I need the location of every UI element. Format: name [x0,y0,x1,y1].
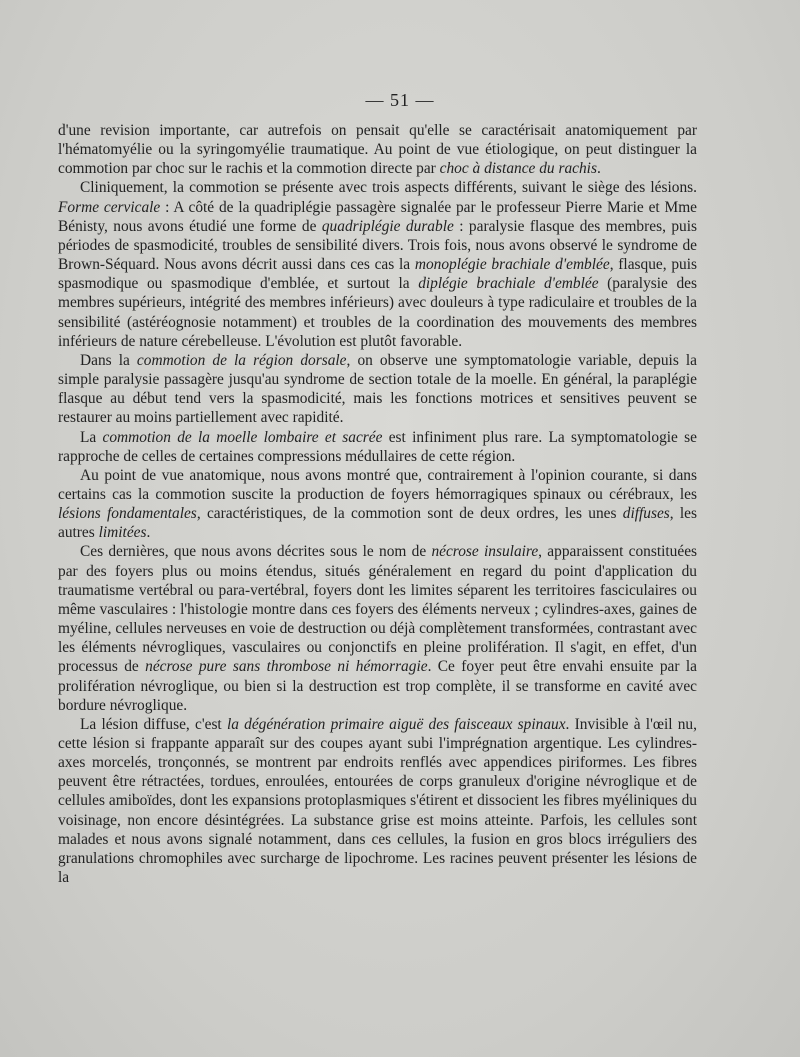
paragraph [58,466,697,543]
paragraph [58,715,697,887]
text-run: , les autres [58,505,698,542]
text-run: , caractéristiques, de la commotion sont de deux ordres, les unes [196,505,623,523]
text-run: La lésion diffuse, c'est [80,715,227,733]
italic-text: Forme cervicale [58,198,161,216]
paragraph [58,178,697,350]
text-run: Ces dernières, que nous avons décrites sous le nom de [80,543,432,561]
italic-text: nécrose insulaire [431,543,539,561]
italic-text: monoplégie brachiale d'emblée [414,256,610,274]
italic-text: commotion de la moelle lombaire et sacrée [102,428,383,446]
text-run: : paralysie flasque des membres, puis périodes de spasmodicité, troubles de sensibilité divers. Trois fois, nous avons observé le syndrome de Brown-Séquard. Nous avons décrit aussi dans ces cas la [58,217,697,274]
text-run: : A côté de la quadriplégie passagère signalée par le professeur Pierre Marie et Mme Bénisty, nous avons étudié une forme de [58,198,698,235]
text-run: (paralysie des membres supérieurs, intégrité des membres inférieurs) avec douleurs à type radiculaire et troubles de la sensibilité (astéréognosie notamment) et troubles de la coordination des mouvements des membres inférieurs de nature cérebelleuse. L'évolution est plutôt favorable. [58,275,697,350]
italic-text: limitées [98,524,147,542]
paragraph [58,351,697,428]
text-run: est infiniment plus rare. La symptomatologie se rapproche de celles de certaines compressions médullaires de cette région. [58,428,697,465]
paragraph [58,428,697,466]
text-run: . Ce foyer peut être envahi ensuite par la prolifération névroglique, ou bien si la destruction est trop complète, il se transforme en cavité avec bordure névroglique. [58,658,697,714]
text-run: , apparaissent constituées par des foyers plus ou moins étendus, situés généralement en regard du point d'application du traumatisme vertébral ou para-vertébral, foyers dont les limites séparent les territoires fasciculaires ou même vasculaires : l'histologie montre dans ces foyers des éléments nerveux ; cylindres-axes, gaines de myéline, cellules nerveuses en voie de destruction ou déjà complètement transformées, contrastant avec les éléments névrogliques, vasculaires ou conjonctifs en pleine prolifération. Il s'agit, en effet, d'un processus de [58,543,698,676]
italic-text: choc à distance du rachis [439,160,597,178]
text-run: La [80,428,103,446]
italic-text: lésions fondamentales [58,505,197,523]
text-run: Au point de vue anatomique, nous avons montré que, contrairement à l'opinion courante, si dans certains cas la commotion suscite la production de foyers hémorragiques spinaux ou cérébraux, les [58,466,697,503]
paragraph [58,542,697,714]
text-run: Cliniquement, la commotion se présente avec trois aspects différents, suivant le siège des lésions. [80,179,697,197]
text-run: . [596,160,601,178]
text-run: . Invisible à l'œil nu, cette lésion si frappante apparaît sur des coupes ayant subi l'imprégnation argentique. Les cylindres-axes morcelés, tronçonnés, se montrent par endroits renflés avec appendices piriformes. Les fibres peuvent être rétractées, tordues, enroulées, entourées de corps granuleux d'origine névroglique et de cellules amiboïdes, dont les expansions protoplasmiques s'étirent et dissocient les fibres myéliniques du voisinage, non encore désintégrées. La substance grise est moins atteinte. Parfois, les cellules sont malades et nous avons signalé notamment, dans ces cellules, la fusion en gros blocs irréguliers des granulations chromophiles avec surcharge de lipochrome. Les racines peuvent présenter les lésions de la [58,715,697,887]
text-run: Dans la [80,351,137,369]
page-body-text [58,121,697,887]
paragraph [58,121,697,178]
page-number: — 51 — [365,90,435,110]
text-run: d'une revision importante, car autrefois on pensait qu'elle se caractérisait anatomiquement par l'hématomyélie ou la syringomyélie traumatique. Au point de vue étiologique, on peut distinguer la commotion par choc sur le rachis et la commotion directe par [58,122,697,178]
italic-text: nécrose pure sans thrombose ni hémorragie [145,658,428,676]
text-run: . [146,524,151,542]
italic-text: diffuses [622,505,670,523]
italic-text: commotion de la région dorsale [136,351,347,369]
text-run: , flasque, puis spasmodique ou spasmodique d'emblée, et surtout la [58,256,697,293]
italic-text: la dégénération primaire aiguë des faisceaux spinaux [226,715,566,733]
italic-text: diplégie brachiale d'emblée [418,275,599,293]
italic-text: quadriplégie durable [321,217,454,235]
text-run: , on observe une symptomatologie variable, depuis la simple paralysie passagère jusqu'au syndrome de section totale de la moelle. En général, la paraplégie flasque au début tend vers la spasmodicité, mais les fonctions motrices et sensitives peuvent se restaurer au moins partiellement avec rapidité. [58,351,698,427]
